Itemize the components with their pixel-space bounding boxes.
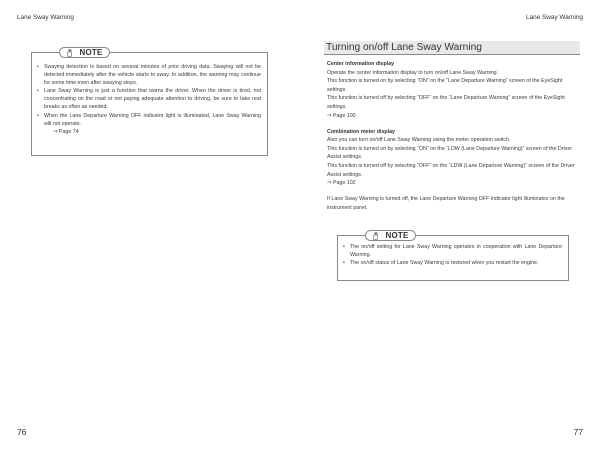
closing-paragraph: If Lane Sway Warning is turned off, the Lane Departure Warning OFF indicator light illuminates on the instrument panel. bbox=[327, 196, 565, 211]
section-title: Turning on/off Lane Sway Warning bbox=[324, 41, 580, 55]
meter-display-page-ref[interactable]: ⇒ Page 102 bbox=[327, 180, 356, 187]
left-note-tab bbox=[59, 47, 110, 58]
right-note-item-1: • The on/off setting for Lane Sway Warning operates in cooperation with Lane Departure Warning. bbox=[343, 243, 562, 259]
left-running-head: Lane Sway Warning bbox=[17, 14, 74, 21]
meter-display-line-1: Also you can turn on/off Lane Sway Warning using the meter operation switch. bbox=[327, 137, 511, 144]
left-note-item-3-text: When the Lane Departure Warning OFF indicator light is illuminated, Lane Sway Warning will not operate. bbox=[44, 112, 261, 127]
meter-display-heading: Combination meter display bbox=[327, 128, 395, 135]
center-display-heading: Center information display bbox=[327, 61, 395, 67]
right-note-box bbox=[337, 231, 569, 281]
right-note-tab bbox=[365, 230, 416, 241]
center-display-line-3: This function is turned off by selecting “OFF” on the “Lane Departure Warning” screen of the EyeSight settings. bbox=[327, 95, 565, 110]
right-body bbox=[327, 60, 579, 213]
left-note-list bbox=[37, 63, 261, 136]
left-note-item-3 bbox=[37, 112, 261, 136]
note-hand-icon bbox=[66, 49, 73, 57]
right-note-item-2: • The on/off status of Lane Sway Warning is restored when you restart the engine. bbox=[343, 259, 562, 267]
right-page-number: 77 bbox=[573, 427, 583, 437]
meter-display-line-2: This function is turned on by selecting “ON” on the “LDW (Lane Departure Warning)” screen of the Driver Assist settings. bbox=[327, 145, 573, 161]
right-running-head: Lane Sway Warning bbox=[526, 14, 583, 21]
left-note-title: NOTE bbox=[79, 48, 103, 57]
right-note-list bbox=[343, 243, 562, 267]
left-note-box bbox=[31, 48, 268, 156]
meter-display-line-3: This function is turned off by selecting “OFF” on the “LDW (Lane Departure Warning)” screen of the Driver Assist settings. bbox=[327, 163, 575, 178]
center-display-line-2: This function is turned on by selecting “ON” on the “Lane Departure Warning” screen of the EyeSight settings. bbox=[327, 78, 563, 93]
note-hand-icon bbox=[372, 232, 379, 240]
center-display-page-ref[interactable]: ⇒ Page 100 bbox=[327, 112, 356, 119]
left-note-item-1: • Swaying detection is based on several minutes of prior driving data. Swaying will not be detected immediately after the vehicle starts to sway. In addition, the warning may continue for some time even after swaying stops. bbox=[37, 63, 261, 87]
center-display-line-1: Operate the center information display to turn on/off Lane Sway Warning. bbox=[327, 69, 499, 76]
right-note-title: NOTE bbox=[385, 231, 409, 240]
left-page-number: 76 bbox=[17, 427, 27, 437]
left-note-item-2: • Lane Sway Warning is just a function that warns the driver. When the driver is tired, not concentrating on the road or not paying adequate attention to driving, be sure to take rest breaks as often as needed. bbox=[37, 87, 261, 111]
left-note-page-ref[interactable]: ⇒ Page 74 bbox=[53, 128, 79, 135]
